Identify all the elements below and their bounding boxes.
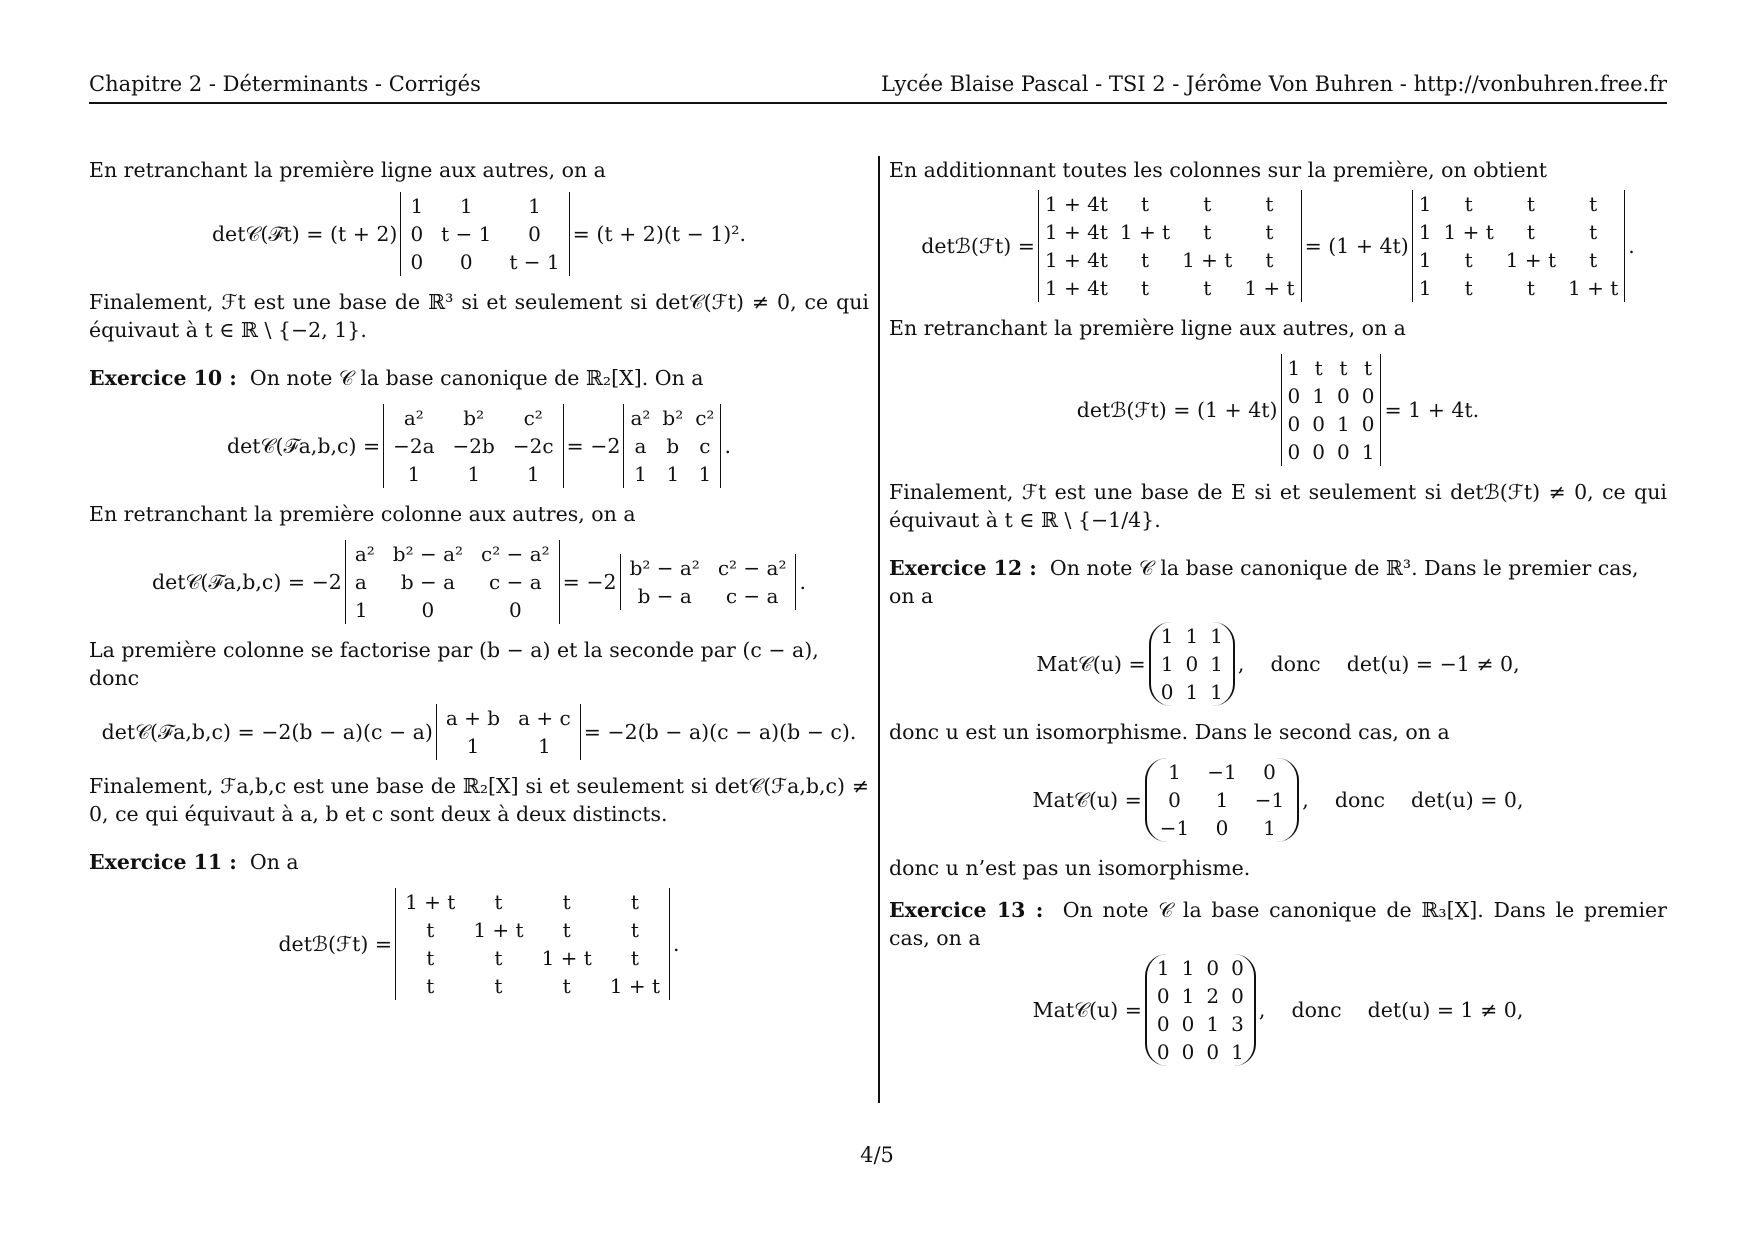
- matrix-cell: t: [1140, 276, 1149, 300]
- matrix-cell: 1 + 4t: [1044, 276, 1108, 300]
- matrix-cell: b² − a²: [629, 556, 700, 580]
- matrix-cell: 1: [467, 462, 481, 486]
- matrix-cell: 0: [1156, 1040, 1170, 1064]
- matrix-cell: t: [1526, 220, 1535, 244]
- matrix-cell: t: [1364, 356, 1373, 380]
- matrix-cell: 0: [1181, 1012, 1195, 1036]
- matrix-cell: 1: [1168, 760, 1181, 784]
- matrix-cell: t: [494, 890, 503, 914]
- matrix-cell: −1: [1254, 788, 1285, 812]
- matrix-cell: 0: [1168, 788, 1181, 812]
- matrix-cell: t: [494, 974, 503, 998]
- matrix-cell: t: [1314, 356, 1323, 380]
- matrix-cell: 1: [1263, 816, 1276, 840]
- matrix-cell: 0: [1361, 412, 1375, 436]
- matrix-cell: 0: [1160, 680, 1174, 704]
- matrix-cell: 0: [410, 222, 424, 246]
- paragraph: En additionnant toutes les colonnes sur la première, on obtient: [889, 158, 1548, 182]
- matrix-cell: c²: [523, 406, 543, 430]
- matrix-cell: 1 + t: [1182, 248, 1233, 272]
- matrix-cell: t: [562, 918, 571, 942]
- matrix-cell: t: [1526, 276, 1535, 300]
- matrix-cell: t: [630, 890, 639, 914]
- matrix-cell: −1: [1159, 816, 1190, 840]
- page-header: [89, 72, 1667, 104]
- matrix-cell: a + b: [445, 706, 501, 730]
- matrix-cell: t: [426, 918, 435, 942]
- matrix-cell: t: [1464, 192, 1473, 216]
- matrix-cell: 0: [1312, 440, 1325, 464]
- matrix-cell: 0: [1287, 384, 1301, 408]
- matrix-cell: 0: [508, 598, 522, 622]
- determinant: [620, 554, 797, 610]
- matrix-cell: 2: [1206, 984, 1220, 1008]
- matrix-cell: t: [1265, 192, 1274, 216]
- matrix-cell: t: [630, 918, 639, 942]
- header-right: Lycée Blaise Pascal - TSI 2 - Jérôme Von Buhren - http://vonbuhren.free.fr: [880, 72, 1667, 96]
- matrix-cell: b − a: [637, 584, 692, 608]
- matrix-cell: t − 1: [441, 222, 492, 246]
- matrix-cell: 0: [1231, 956, 1244, 980]
- determinant: [400, 192, 569, 276]
- matrix-cell: 0: [1185, 652, 1199, 676]
- equation: Mat𝒞(u) = 1 −1 0 0 1 −1 −1 0 1 , donc det(u) = 0,: [1032, 760, 1524, 840]
- matrix-cell: 1: [1181, 984, 1195, 1008]
- determinant: [383, 404, 563, 488]
- matrix-cell: 1: [1160, 652, 1174, 676]
- left-column: [89, 156, 869, 1012]
- column-divider: [878, 156, 880, 1103]
- matrix-cell: c − a: [489, 570, 542, 594]
- matrix-cell: t: [426, 946, 435, 970]
- equation: detℬ(ℱt) = 1 + t t t t t 1 + t t t t t 1 + t t t t t 1 + t .: [278, 890, 680, 998]
- paragraph: En retranchant la première ligne aux autres, on a: [89, 158, 606, 182]
- matrix-cell: 0: [410, 250, 424, 274]
- matrix-cell: t: [1339, 356, 1348, 380]
- exercise-title: Exercice 10 :: [89, 366, 237, 390]
- matrix-cell: 1: [1210, 652, 1223, 676]
- matrix-cell: 0: [1312, 412, 1325, 436]
- equation: det𝒞(ℱa,b,c) = −2(b − a)(c − a) a + b a + c 1 1 = −2(b − a)(c − a)(b − c).: [101, 706, 857, 758]
- exercise-title: Exercice 11 :: [89, 850, 237, 874]
- matrix-cell: 0: [1361, 384, 1375, 408]
- matrix-cell: 1: [1312, 384, 1325, 408]
- determinant: [1412, 190, 1625, 302]
- matrix-cell: t: [562, 974, 571, 998]
- matrix-cell: 1 + t: [1505, 248, 1556, 272]
- header-left: Chapitre 2 - Déterminants - Corrigés: [89, 72, 481, 96]
- matrix-cell: c: [699, 434, 711, 458]
- matrix-cell: 1: [634, 462, 647, 486]
- matrix-cell: 1 + t: [1244, 276, 1295, 300]
- matrix-cell: 0: [1206, 956, 1220, 980]
- paragraph: donc u est un isomorphisme. Dans le second cas, on a: [889, 720, 1450, 744]
- matrix-cell: 0: [528, 222, 541, 246]
- matrix-cell: t: [1265, 248, 1274, 272]
- equation: det𝒞(ℱa,b,c) = −2 a² b² − a² c² − a² a b − a c − a 1 0 0 = −2 b² − a² c² − a² b − a c − a .: [151, 542, 806, 622]
- matrix-cell: a²: [354, 542, 375, 566]
- determinant: [1038, 190, 1302, 302]
- equation: Mat𝒞(u) = 1 1 1 1 0 1 0 1 1 , donc det(u) = −1 ≠ 0,: [1036, 624, 1520, 704]
- matrix-cell: 1: [459, 194, 473, 218]
- matrix-cell: 0: [459, 250, 473, 274]
- matrix-cell: 1 + t: [473, 918, 524, 942]
- matrix-cell: t: [1203, 220, 1212, 244]
- matrix-cell: t: [630, 946, 639, 970]
- matrix-cell: 1: [1206, 1012, 1220, 1036]
- matrix-cell: 1: [1160, 624, 1174, 648]
- matrix-cell: −1: [1207, 760, 1237, 784]
- exercise-12: Exercice 12 : On note 𝒞 la base canonique de ℝ³. Dans le premier cas, on a: [889, 556, 1639, 608]
- matrix-cell: 1 + t: [1443, 220, 1494, 244]
- matrix-cell: 1: [526, 462, 540, 486]
- paragraph: Finalement, ℱt est une base de ℝ³ si et seulement si det𝒞(ℱt) ≠ 0, ce qui équivaut à t ∈ ℝ \ {−2, 1}.: [89, 290, 869, 342]
- matrix-cell: t: [1464, 248, 1473, 272]
- matrix-cell: 1: [698, 462, 712, 486]
- matrix-cell: t: [1464, 276, 1473, 300]
- matrix-cell: t: [1526, 192, 1535, 216]
- matrix-cell: t: [1589, 248, 1598, 272]
- matrix-cell: t − 1: [509, 250, 560, 274]
- matrix-cell: 0: [1156, 1012, 1170, 1036]
- matrix-cell: 1: [1336, 412, 1350, 436]
- matrix-cell: 0: [1336, 440, 1350, 464]
- matrix-cell: 3: [1231, 1012, 1244, 1036]
- matrix-cell: a²: [403, 406, 424, 430]
- matrix-cell: 1: [1418, 220, 1432, 244]
- paragraph: En retranchant la première ligne aux autres, on a: [889, 316, 1406, 340]
- matrix: [1149, 622, 1235, 706]
- matrix-cell: a: [354, 570, 367, 594]
- matrix-cell: 1 + t: [541, 946, 592, 970]
- matrix-cell: t: [1265, 220, 1274, 244]
- matrix-cell: 1: [1418, 276, 1432, 300]
- matrix-cell: 0: [1231, 984, 1244, 1008]
- matrix-cell: 0: [1263, 760, 1276, 784]
- matrix-cell: 1: [1287, 356, 1301, 380]
- matrix-cell: −2b: [452, 434, 495, 458]
- equation: detℬ(ℱt) = 1 + 4t t t t 1 + 4t 1 + t t t 1 + 4t t 1 + t t 1 + 4t t t 1 + t = (1 + 4t) 1 t t t 1 1 + t t t 1 t 1 + t t 1 t t 1 + t .: [921, 192, 1635, 300]
- matrix-cell: 1: [1418, 248, 1432, 272]
- equation: det𝒞(ℱt) = (t + 2) 1 1 1 0 t − 1 0 0 0 t − 1 = (t + 2)(t − 1)².: [211, 194, 747, 274]
- matrix-cell: 1 + t: [405, 890, 456, 914]
- matrix-cell: b²: [662, 406, 684, 430]
- matrix-cell: 1 + 4t: [1044, 220, 1108, 244]
- matrix-cell: 1 + t: [1568, 276, 1619, 300]
- paragraph: Finalement, ℱt est une base de E si et seulement si detℬ(ℱt) ≠ 0, ce qui équivaut à t ∈ ℝ \ {−1/4}.: [889, 480, 1667, 532]
- matrix-cell: a + c: [518, 706, 571, 730]
- matrix-cell: c − a: [725, 584, 779, 608]
- matrix-cell: b² − a²: [392, 542, 464, 566]
- determinant: [623, 404, 721, 488]
- matrix-cell: b: [666, 434, 680, 458]
- matrix-cell: 1: [1210, 680, 1223, 704]
- matrix-cell: 0: [1181, 1040, 1195, 1064]
- matrix: [1145, 954, 1256, 1066]
- matrix-cell: 1 + 4t: [1044, 248, 1108, 272]
- matrix-cell: 1 + t: [1119, 220, 1171, 244]
- equation: detℬ(ℱt) = (1 + 4t) 1 t t t 0 1 0 0 0 0 1 0 0 0 0 1 = 1 + 4t.: [1076, 356, 1480, 464]
- matrix-cell: b − a: [400, 570, 456, 594]
- matrix-cell: t: [1140, 192, 1149, 216]
- matrix-cell: a: [634, 434, 647, 458]
- matrix-cell: −2a: [393, 434, 435, 458]
- determinant: [395, 888, 670, 1000]
- matrix-cell: 0: [1287, 440, 1301, 464]
- matrix-cell: 1: [1156, 956, 1170, 980]
- equation: det𝒞(ℱa,b,c) = a² b² c² −2a −2b −2c 1 1 1 = −2 a² b² c² a b c 1 1 1 .: [227, 406, 731, 486]
- matrix-cell: 1: [538, 734, 551, 758]
- determinant: [345, 540, 560, 624]
- matrix-cell: 1: [1231, 1040, 1244, 1064]
- matrix-cell: c² − a²: [481, 542, 550, 566]
- right-column: [889, 156, 1667, 1078]
- matrix-cell: 1 + 4t: [1044, 192, 1108, 216]
- matrix-cell: 1: [1215, 788, 1229, 812]
- paragraph: La première colonne se factorise par (b − a) et la seconde par (c − a), donc: [89, 638, 819, 690]
- matrix-cell: 1: [466, 734, 480, 758]
- paragraph: donc u n’est pas un isomorphisme.: [889, 856, 1251, 880]
- matrix-cell: 1 + t: [609, 974, 661, 998]
- matrix-cell: t: [562, 890, 571, 914]
- matrix-cell: 0: [1206, 1040, 1220, 1064]
- exercise-title: Exercice 13 :: [889, 898, 1044, 922]
- determinant: [1281, 354, 1382, 466]
- matrix-cell: a²: [630, 406, 651, 430]
- matrix-cell: t: [1203, 192, 1212, 216]
- matrix-cell: 0: [1156, 984, 1170, 1008]
- matrix-cell: 1: [528, 194, 541, 218]
- matrix-cell: 1: [1210, 624, 1223, 648]
- matrix-cell: b²: [463, 406, 485, 430]
- matrix-cell: 1: [1418, 192, 1432, 216]
- exercise-10: Exercice 10 : On note 𝒞 la base canonique de ℝ₂[X]. On a: [89, 366, 704, 390]
- matrix-cell: 1: [1181, 956, 1195, 980]
- exercise-title: Exercice 12 :: [889, 556, 1037, 580]
- matrix-cell: 1: [1185, 624, 1199, 648]
- matrix-cell: 0: [1215, 816, 1229, 840]
- matrix-cell: 1: [354, 598, 368, 622]
- matrix: [1145, 758, 1299, 842]
- matrix-cell: 0: [1336, 384, 1350, 408]
- matrix-cell: t: [1203, 276, 1212, 300]
- matrix-cell: t: [1140, 248, 1149, 272]
- determinant: [436, 704, 581, 760]
- matrix-cell: c² − a²: [717, 556, 787, 580]
- matrix-cell: 1: [407, 462, 421, 486]
- matrix-cell: 0: [421, 598, 435, 622]
- exercise-13: Exercice 13 : On note 𝒞 la base canonique de ℝ₃[X]. Dans le premier cas, on a: [889, 898, 1667, 950]
- exercise-11: Exercice 11 : On a: [89, 850, 299, 874]
- matrix-cell: t: [1589, 192, 1598, 216]
- matrix-cell: 1: [410, 194, 424, 218]
- matrix-cell: t: [426, 974, 435, 998]
- matrix-cell: 1: [1185, 680, 1199, 704]
- equation: Mat𝒞(u) = 1 1 0 0 0 1 2 0 0 0 1 3 0 0 0 1 , donc det(u) = 1 ≠ 0,: [1032, 956, 1524, 1064]
- page-number: 4/5: [860, 1143, 894, 1167]
- paragraph: Finalement, ℱa,b,c est une base de ℝ₂[X] si et seulement si det𝒞(ℱa,b,c) ≠ 0, ce qui équivaut à a, b et c sont deux à deux distincts.: [89, 774, 869, 826]
- matrix-cell: 1: [666, 462, 680, 486]
- matrix-cell: 0: [1287, 412, 1301, 436]
- matrix-cell: 1: [1361, 440, 1375, 464]
- matrix-cell: t: [494, 946, 503, 970]
- matrix-cell: t: [1589, 220, 1598, 244]
- matrix-cell: −2c: [512, 434, 554, 458]
- matrix-cell: c²: [695, 406, 715, 430]
- paragraph: En retranchant la première colonne aux autres, on a: [89, 502, 636, 526]
